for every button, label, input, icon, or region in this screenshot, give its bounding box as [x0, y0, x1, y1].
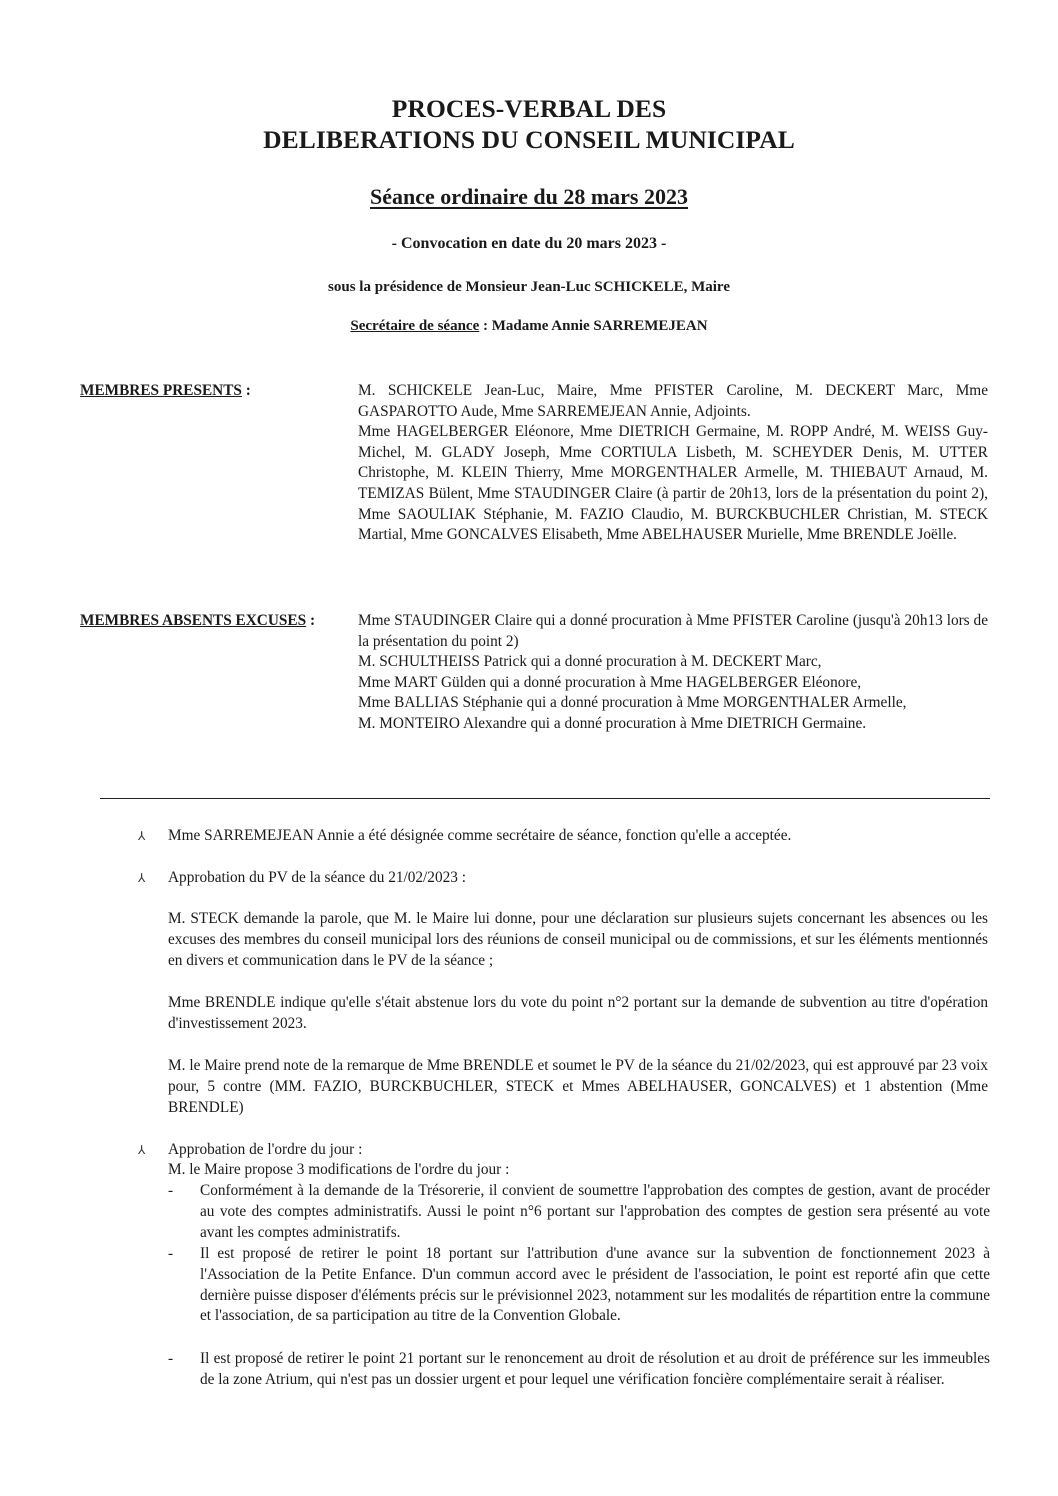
- item-2-paragraph-1-text: M. STECK demande la parole, que M. le Maire lui donne, pour une déclaration sur plusieurs sujets concernant les absences ou les excuses des membres du conseil municipal lors des réunions de conseil municipal ou de commissions, et sur les éléments mentionnés en divers et communication dans le PV de la séance ;: [168, 910, 988, 969]
- membres-absents-line-3: Mme MART Gülden qui a donné procuration à Mme HAGELBERGER Eléonore,: [358, 673, 862, 691]
- membres-absents-line-1: Mme STAUDINGER Claire qui a donné procuration à Mme PFISTER Caroline (jusqu'à 20h13 lors de la présentation du point 2): [358, 612, 988, 650]
- document-title: [0, 93, 1058, 155]
- item-2-paragraph-1: [168, 909, 988, 971]
- item-2-paragraph-3-text: M. le Maire prend note de la remarque de Mme BRENDLE et soumet le PV de la séance du 21/02/2023, qui est approuvé par 23 voix pour, 5 contre (MM. FAZIO, BURCKBUCHLER, STECK et Mmes ABELHAUSER, GONCALVES) et 1 abstention (Mme BRENDLE): [168, 1057, 988, 1116]
- membres-absents-line-5: M. MONTEIRO Alexandre qui a donné procuration à Mme DIETRICH Germaine.: [358, 714, 867, 732]
- item-3-intro-text: M. le Maire propose 3 modifications de l'ordre du jour :: [168, 1161, 510, 1178]
- item-3-dash-1-text: Conformément à la demande de la Trésorerie, il convient de soumettre l'approbation des comptes de gestion, avant de procéder au vote des comptes administratifs. Aussi le point n°6 portant sur l'approbation des comptes de gestion sera présenté au vote avant les comptes administratifs.: [200, 1182, 990, 1241]
- presidence-line: sous la présidence de Monsieur Jean-Luc SCHICKELE, Maire: [328, 279, 730, 295]
- item-2-text: Approbation du PV de la séance du 21/02/2023 :: [168, 869, 466, 886]
- membres-presents-line-1: M. SCHICKELE Jean-Luc, Maire, Mme PFISTER Caroline, M. DECKERT Marc, Mme GASPAROTTO Aude, Mme SARREMEJEAN Annie, Adjoints.: [358, 382, 988, 420]
- item-2-paragraph-2: [168, 993, 988, 1035]
- membres-absents-line-4: Mme BALLIAS Stéphanie qui a donné procuration à Mme MORGENTHALER Armelle,: [358, 694, 907, 712]
- item-3-dash-2-text: Il est proposé de retirer le point 18 portant sur l'attribution d'une avance sur la subvention de fonctionnement 2023 à l'Association de la Petite Enfance. D'un commun accord avec le président de l'association, le point est reporté afin que cette dernière puisse disposer d'éléments précis sur le prévisionnel 2023, notamment sur les modalités de répartition entre la commune et l'association, de sa participation au titre de la Convention Globale.: [200, 1245, 990, 1325]
- dash-marker: -: [168, 1182, 174, 1199]
- item-2-paragraph-2-text: Mme BRENDLE indique qu'elle s'était abstenue lors du vote du point n°2 portant sur la demande de subvention au titre d'opération d'investissement 2023.: [168, 994, 988, 1032]
- title-line-1: PROCES-VERBAL DES: [391, 94, 667, 123]
- title-line-2: DELIBERATIONS DU CONSEIL MUNICIPAL: [263, 125, 795, 154]
- bullet-icon: ⅄: [138, 829, 146, 843]
- membres-absents-colon: :: [306, 612, 316, 629]
- convocation-line: - Convocation en date du 20 mars 2023 -: [391, 235, 667, 252]
- membres-absents-list: [358, 611, 988, 735]
- item-3-dash-3-text: Il est proposé de retirer le point 21 portant sur le renoncement au droit de résolution et au droit de préférence sur les immeubles de la zone Atrium, qui n'est pas un dossier urgent et pour lequel une vérification foncière complémentaire serait à réaliser.: [200, 1350, 990, 1388]
- seance-heading: Séance ordinaire du 28 mars 2023: [370, 184, 688, 209]
- item-2-paragraph-3: [168, 1056, 988, 1118]
- membres-presents-colon: :: [241, 382, 251, 399]
- secretaire-label: Secrétaire de séance: [350, 318, 480, 334]
- secretaire-separator: :: [479, 318, 492, 334]
- membres-absents-line-2: M. SCHULTHEISS Patrick qui a donné procuration à M. DECKERT Marc,: [358, 653, 822, 671]
- bullet-icon: ⅄: [138, 871, 146, 885]
- item-3-text: Approbation de l'ordre du jour :: [168, 1141, 363, 1158]
- bullet-icon: ⅄: [138, 1143, 146, 1157]
- membres-presents-list: [358, 381, 988, 546]
- section-divider: [100, 798, 990, 799]
- membres-absents-label: MEMBRES ABSENTS EXCUSES: [80, 612, 307, 629]
- membres-presents-label: MEMBRES PRESENTS: [80, 382, 242, 399]
- secretaire-line: [0, 318, 1058, 335]
- item-1-text: Mme SARREMEJEAN Annie a été désignée comme secrétaire de séance, fonction qu'elle a acceptée.: [168, 827, 792, 844]
- item-3-intro: [168, 1160, 988, 1181]
- dash-marker: -: [168, 1350, 174, 1367]
- dash-marker: -: [168, 1245, 174, 1262]
- secretaire-name: Madame Annie SARREMEJEAN: [491, 318, 708, 334]
- membres-presents-line-2: Mme HAGELBERGER Eléonore, Mme DIETRICH Germaine, M. ROPP André, M. WEISS Guy-Michel, M. GLADY Joseph, Mme CORTIULA Lisbeth, M. SCHEYDER Denis, M. UTTER Christophe, M. KLEIN Thierry, Mme MORGENTHALER Armelle, M. THIEBAUT Arnaud, M. TEMIZAS Bülent, Mme STAUDINGER Claire (à partir de 20h13, lors de la présentation du point 2), Mme SAOULIAK Stéphanie, M. FAZIO Claudio, M. BURCKBUCHLER Christian, M. STECK Martial, Mme GONCALVES Elisabeth, Mme ABELHAUSER Murielle, Mme BRENDLE Joëlle.: [358, 423, 988, 544]
